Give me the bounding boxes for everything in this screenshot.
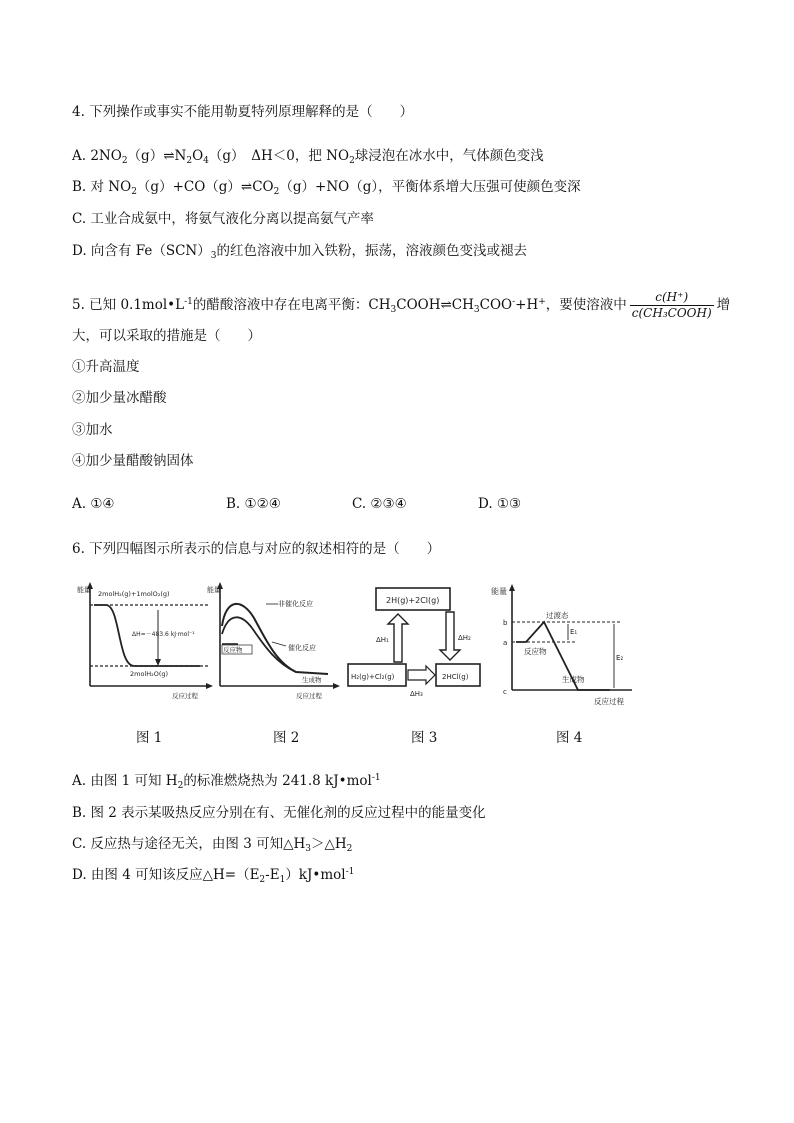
concentration-ratio-fraction: $\frac{c(H^+)}{\text{c(CH₃COOH)}}$ — [631, 290, 712, 320]
fig4-product-label: 生成物 — [562, 675, 585, 684]
q5-item-4: ④加少量醋酸钠固体 — [72, 453, 194, 469]
q5-item-2: ②加少量冰醋酸 — [72, 390, 167, 406]
q6-option-b: B. 图 2 表示某吸热反应分别在有、无催化剂的反应过程中的能量变化 — [72, 805, 486, 821]
fig1-top-level-label: 2molH₂(g)+1molO₂(g) — [98, 590, 170, 598]
fig2-y-label: 能量 — [207, 586, 221, 594]
q6-option-c: C. 反应热与途径无关，由图 3 可知$\triangle H_3>\triangle H_2$ — [72, 836, 353, 854]
q5-option-c: C. ②③④ — [352, 496, 407, 512]
q5-stem: 5. 已知 $0.1mol•L^{-1}$的醋酸溶液中存在电离平衡：$CH_3COOH\rightleftharpoons CH_3COO^-+H^+$，要使溶液中 $\frac{c(H^+)}{\text{c(CH₃COOH)}}$ 增 — [72, 290, 731, 320]
fig4-reactant-label: 反应物 — [524, 647, 547, 656]
figure-3-caption: 图 3 — [411, 730, 438, 746]
figure-1-energy-diagram — [76, 578, 214, 700]
fig4-e2-label: E₂ — [616, 654, 624, 662]
fig3-top-box-label: 2H(g)+2Cl(g) — [386, 596, 440, 605]
q5-item-1: ①升高温度 — [72, 359, 140, 375]
fig2-product-label: 生成物 — [302, 676, 322, 684]
fig4-transition-state-label: 过渡态 — [546, 611, 569, 620]
fig3-delta-h2-label: ΔH₂ — [458, 634, 471, 642]
fig4-a-label: a — [503, 639, 508, 647]
fig4-b-label: b — [503, 619, 508, 627]
q5-option-b: B. ①②④ — [226, 496, 281, 512]
fig1-x-label: 反应过程 — [172, 692, 198, 700]
fig4-e1-label: E₁ — [570, 628, 578, 636]
fig3-delta-h3-label: ΔH₃ — [410, 690, 423, 698]
fig2-catalyzed-label: 催化反应 — [288, 644, 316, 652]
fig4-y-label: 能量 — [491, 587, 507, 596]
fig1-y-label: 能量 — [77, 586, 91, 594]
fig3-left-box-label: H₂(g)+Cl₂(g) — [351, 673, 395, 681]
q6-option-d: D. 由图 4 可知该反应$\triangle H=(E_2-E_1)kJ•mol^{-1}$ — [72, 867, 355, 885]
fig2-x-label: 反应过程 — [296, 692, 322, 700]
fig4-x-label: 反应过程 — [594, 697, 624, 706]
q5-item-3: ③加水 — [72, 422, 113, 438]
figure-3-hess-cycle — [346, 578, 482, 700]
q5-option-a: A. ①④ — [72, 496, 115, 512]
figure-1-caption: 图 1 — [136, 730, 163, 746]
q6-stem: 6. 下列四幅图示所表示的信息与对应的叙述相符的是（ ） — [72, 541, 441, 557]
q5-stem-line2: 大，可以采取的措施是（ ） — [72, 328, 261, 344]
fig3-delta-h1-label: ΔH₁ — [376, 636, 389, 644]
figure-2-catalysis-diagram — [206, 578, 342, 700]
q4-option-c: C. 工业合成氨中，将氨气液化分离以提高氨气产率 — [72, 211, 374, 227]
q4-stem: 4. 下列操作或事实不能用勒夏特列原理解释的是（ ） — [72, 104, 414, 120]
fig2-uncatalyzed-label: 非催化反应 — [278, 600, 313, 608]
q4-option-a: A. $2NO_2(g)\rightleftharpoons N_2O_4(g)$ ΔH＜0，把 $NO_2$球浸泡在冰水中，气体颜色变浅 — [72, 148, 544, 166]
fig1-bottom-level-label: 2molH₂O(g) — [130, 670, 169, 678]
q4-option-d: D. 向含有 $Fe(SCN)_3$的红色溶液中加入铁粉，振荡，溶液颜色变浅或褪去 — [72, 243, 527, 261]
q5-option-d: D. ①③ — [478, 496, 522, 512]
fig4-c-label: c — [503, 688, 507, 696]
figure-4-caption: 图 4 — [556, 730, 583, 746]
fig1-delta-h-label: ΔH=－483.6 kJ·mol⁻¹ — [132, 631, 195, 638]
figure-2-caption: 图 2 — [273, 730, 300, 746]
q6-option-a: A. 由图 1 可知 $H_2$的标准燃烧热为 241.8 kJ•mol$^{-1}$ — [72, 773, 381, 791]
fig3-right-box-label: 2HCl(g) — [442, 673, 469, 681]
q4-option-b: B. 对 $NO_2(g)+CO(g)\rightleftharpoons CO_2(g)+NO(g)$，平衡体系增大压强可使颜色变深 — [72, 179, 581, 197]
fig2-reactant-label: 反应物 — [223, 646, 243, 654]
figure-4-activation-energy-diagram — [488, 578, 638, 710]
